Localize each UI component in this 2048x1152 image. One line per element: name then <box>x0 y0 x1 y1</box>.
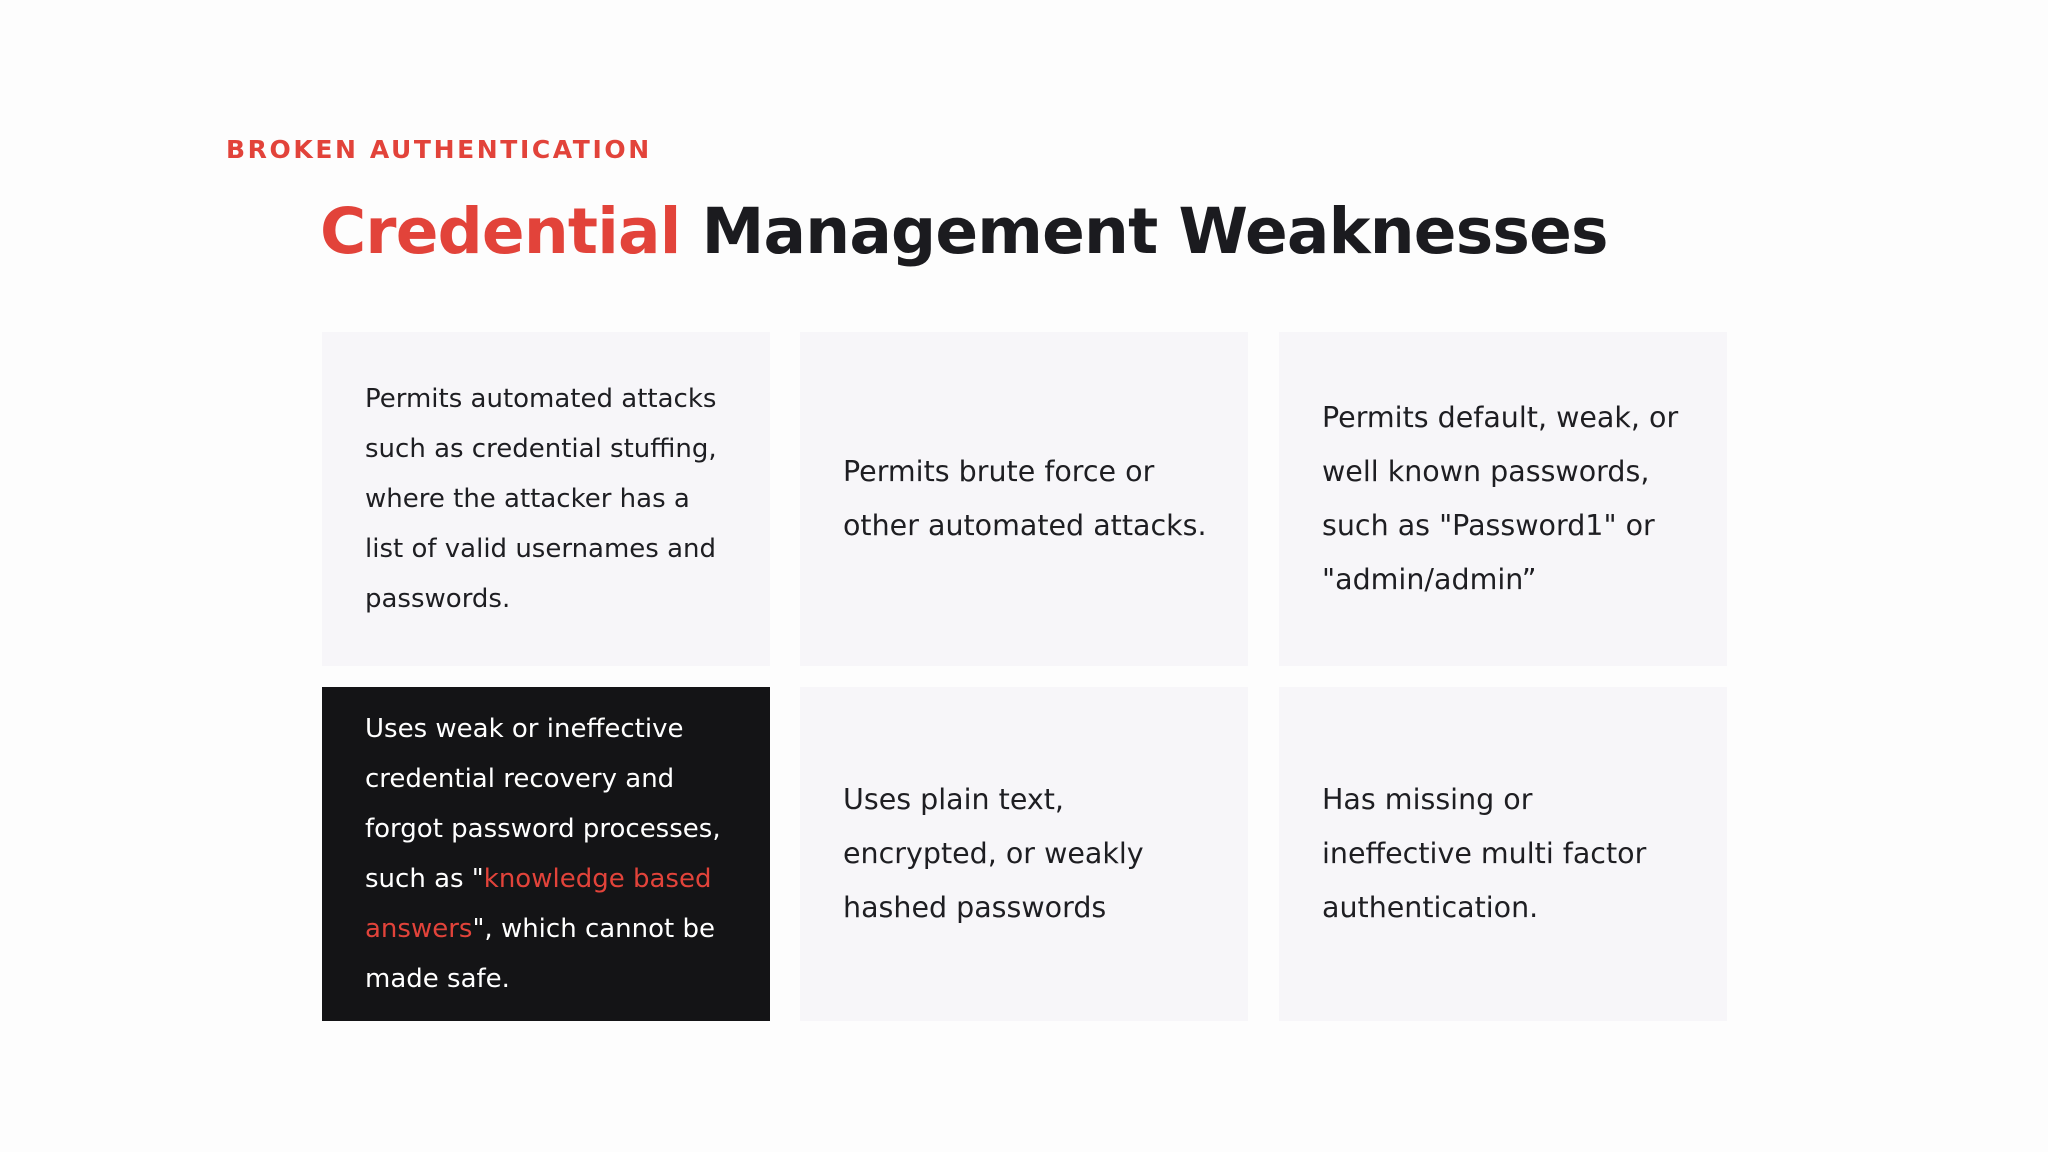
card-text <box>365 704 730 1004</box>
card-mfa <box>1279 687 1727 1021</box>
title-accent: Credential <box>320 195 681 268</box>
title-rest: Management Weaknesses <box>680 195 1608 268</box>
card-credential-recovery <box>322 687 770 1021</box>
page-title <box>320 190 1608 274</box>
card-text-before: Uses weak or ineffective credential recovery and forgot password processes, such as " <box>365 714 721 894</box>
card-text-highlight: knowledge based answers <box>365 864 712 944</box>
card-password-storage <box>800 687 1248 1021</box>
section-kicker: BROKEN AUTHENTICATION <box>226 135 652 164</box>
card-brute-force <box>800 332 1248 666</box>
card-text: Uses plain text, encrypted, or weakly hashed passwords <box>843 783 1144 924</box>
card-default-passwords <box>1279 332 1727 666</box>
card-automated-attacks <box>322 332 770 666</box>
card-text: Permits automated attacks such as credential stuffing, where the attacker has a list of valid usernames and passwords. <box>365 384 717 614</box>
card-text: Permits brute force or other automated attacks. <box>843 455 1207 542</box>
card-text: Permits default, weak, or well known passwords, such as "Password1" or "admin/admin” <box>1322 401 1679 596</box>
card-text: Has missing or ineffective multi factor authentication. <box>1322 783 1647 924</box>
card-text-after: ", which cannot be made safe. <box>365 914 715 994</box>
